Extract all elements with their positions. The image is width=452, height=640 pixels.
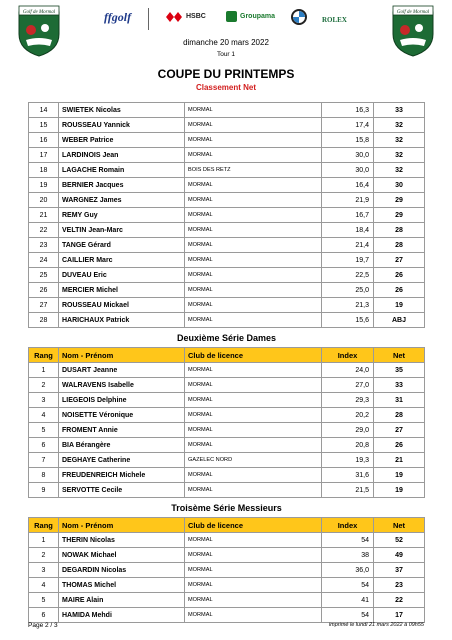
cell-club: MORMAL [185,578,322,593]
cell-club: MORMAL [185,133,322,148]
table-row [29,223,425,238]
cell-index: 29,3 [322,393,374,408]
cell-rang: 14 [29,103,59,118]
table-row [29,393,425,408]
column-header-club: Club de licence [185,518,322,533]
cell-club: MORMAL [185,533,322,548]
cell-club: MORMAL [185,283,322,298]
cell-name: BERNIER Jacques [59,178,185,193]
cell-net: 28 [374,223,425,238]
cell-index: 27,0 [322,378,374,393]
cell-index: 54 [322,533,374,548]
cell-rang: 2 [29,378,59,393]
cell-index: 36,0 [322,563,374,578]
cell-name: LAGACHE Romain [59,163,185,178]
cell-net: 37 [374,563,425,578]
cell-rang: 3 [29,563,59,578]
cell-rang: 15 [29,118,59,133]
cell-club: BOIS DES RETZ [185,163,322,178]
cell-name: FREUDENREICH Michele [59,468,185,483]
table-row [29,298,425,313]
table-row [29,423,425,438]
cell-rang: 5 [29,423,59,438]
cell-index: 54 [322,578,374,593]
golf-club-crest-left [16,4,62,58]
cell-rang: 1 [29,533,59,548]
column-header-index: Index [322,518,374,533]
cell-index: 21,4 [322,238,374,253]
cell-index: 21,3 [322,298,374,313]
cell-club: MORMAL [185,423,322,438]
cell-name: SERVOTTE Cecile [59,483,185,498]
table-row [29,533,425,548]
cell-index: 17,4 [322,118,374,133]
crest-text: Golf de Mormal [396,10,430,15]
hsbc-hexagon-icon [166,12,182,22]
cell-name: ROUSSEAU Yannick [59,118,185,133]
cell-net: 22 [374,593,425,608]
cell-net: 35 [374,363,425,378]
sponsor-logos [104,10,364,28]
table-row [29,163,425,178]
cell-net: 28 [374,238,425,253]
cell-name: MERCIER Michel [59,283,185,298]
cell-club: MORMAL [185,193,322,208]
cell-rang: 19 [29,178,59,193]
cell-name: NOWAK Michael [59,548,185,563]
table-row [29,363,425,378]
cell-club: MORMAL [185,313,322,328]
cell-rang: 1 [29,363,59,378]
ffgolf-logo: ffgolf [104,10,132,24]
cell-index: 24,0 [322,363,374,378]
cell-net: 27 [374,423,425,438]
results-table [28,102,425,623]
cell-net: 33 [374,378,425,393]
cell-rang: 7 [29,453,59,468]
cell-club: MORMAL [185,178,322,193]
cell-net: 30 [374,178,425,193]
cell-club: MORMAL [185,483,322,498]
page-header [0,0,452,100]
rolex-logo: ROLEX [322,16,347,24]
cell-net: 32 [374,133,425,148]
cell-name: VELTIN Jean-Marc [59,223,185,238]
sponsor-divider [148,8,149,30]
table-row [29,378,425,393]
cell-rang: 4 [29,578,59,593]
column-header-rang: Rang [29,518,59,533]
bmw-logo [291,9,307,25]
cell-name: THOMAS Michel [59,578,185,593]
table-row [29,608,425,623]
cell-rang: 26 [29,283,59,298]
column-header-name: Nom - Prénom [59,348,185,363]
cell-name: WARGNEZ James [59,193,185,208]
cell-name: DEGARDIN Nicolas [59,563,185,578]
cell-rang: 23 [29,238,59,253]
cell-index: 19,3 [322,453,374,468]
cell-net: 19 [374,468,425,483]
cell-name: THERIN Nicolas [59,533,185,548]
cell-net: 33 [374,103,425,118]
cell-index: 21,5 [322,483,374,498]
cell-index: 29,0 [322,423,374,438]
cell-index: 15,8 [322,133,374,148]
cell-rang: 6 [29,608,59,623]
cell-net: 17 [374,608,425,623]
table-row [29,313,425,328]
bmw-roundel-icon [293,11,305,23]
cell-name: FROMENT Annie [59,423,185,438]
column-header-index: Index [322,348,374,363]
cell-club: MORMAL [185,103,322,118]
cell-net: 27 [374,253,425,268]
cell-index: 21,9 [322,193,374,208]
cell-rang: 21 [29,208,59,223]
cell-net: 21 [374,453,425,468]
table-row [29,103,425,118]
table-row [29,268,425,283]
cell-name: HARICHAUX Patrick [59,313,185,328]
golf-club-crest-right [390,4,436,58]
section-title: Deuxième Série Dames [29,328,425,348]
column-header-net: Net [374,348,425,363]
cell-club: MORMAL [185,208,322,223]
cell-name: TANGE Gérard [59,238,185,253]
cell-net: 32 [374,118,425,133]
table-row [29,438,425,453]
cell-index: 16,4 [322,178,374,193]
cell-rang: 2 [29,548,59,563]
cell-club: GAZELEC NORD [185,453,322,468]
section-title: Troisème Série Messieurs [29,498,425,518]
column-header-net: Net [374,518,425,533]
cell-name: MAIRE Alain [59,593,185,608]
table-row [29,133,425,148]
cell-rang: 9 [29,483,59,498]
cell-net: 26 [374,283,425,298]
cell-rang: 20 [29,193,59,208]
column-header-name: Nom - Prénom [59,518,185,533]
cell-index: 31,6 [322,468,374,483]
table-row [29,148,425,163]
cell-net: 26 [374,438,425,453]
cell-index: 20,2 [322,408,374,423]
cell-rang: 16 [29,133,59,148]
page-number: Page 2 / 3 [28,622,58,629]
cell-rang: 27 [29,298,59,313]
cell-rang: 22 [29,223,59,238]
table-row [29,208,425,223]
table-row [29,193,425,208]
cell-club: MORMAL [185,408,322,423]
cell-club: MORMAL [185,393,322,408]
cell-index: 20,8 [322,438,374,453]
cell-rang: 28 [29,313,59,328]
table-row [29,593,425,608]
cell-club: MORMAL [185,238,322,253]
groupama-logo-text: Groupama [240,13,276,20]
cell-club: MORMAL [185,608,322,623]
cell-rang: 8 [29,468,59,483]
cell-name: DEGHAYE Catherine [59,453,185,468]
cell-name: WEBER Patrice [59,133,185,148]
cell-club: MORMAL [185,548,322,563]
cell-club: MORMAL [185,378,322,393]
cell-net: 23 [374,578,425,593]
section-title-row [29,498,425,518]
cell-rang: 18 [29,163,59,178]
column-header-row [29,348,425,363]
table-row [29,118,425,133]
cell-index: 41 [322,593,374,608]
cell-index: 15,6 [322,313,374,328]
cell-club: MORMAL [185,298,322,313]
table-row [29,178,425,193]
print-timestamp: imprimé le lundi 21 mars 2022 à 09h55 [328,622,424,628]
cell-rang: 3 [29,393,59,408]
cell-rang: 17 [29,148,59,163]
table-row [29,238,425,253]
table-row [29,408,425,423]
table-row [29,483,425,498]
cell-net: 52 [374,533,425,548]
table-row [29,468,425,483]
cell-net: 19 [374,483,425,498]
cell-club: MORMAL [185,363,322,378]
section-title-row [29,328,425,348]
cell-index: 54 [322,608,374,623]
cell-name: LIEGEOIS Delphine [59,393,185,408]
event-date: dimanche 20 mars 2022 [183,38,269,47]
cell-rang: 5 [29,593,59,608]
cell-net: 49 [374,548,425,563]
table-row [29,563,425,578]
column-header-row [29,518,425,533]
cell-club: MORMAL [185,563,322,578]
cell-net: 28 [374,408,425,423]
column-header-rang: Rang [29,348,59,363]
cell-name: DUVEAU Eric [59,268,185,283]
cell-name: NOISETTE Véronique [59,408,185,423]
table-row [29,548,425,563]
cell-net: 32 [374,148,425,163]
cell-index: 19,7 [322,253,374,268]
hsbc-logo-text: HSBC [186,13,206,20]
cell-club: MORMAL [185,468,322,483]
cell-index: 18,4 [322,223,374,238]
cell-name: CAILLIER Marc [59,253,185,268]
column-header-club: Club de licence [185,348,322,363]
cell-net: 31 [374,393,425,408]
cell-name: ROUSSEAU Mickael [59,298,185,313]
cell-net: 29 [374,193,425,208]
cell-rang: 24 [29,253,59,268]
cell-name: WALRAVENS Isabelle [59,378,185,393]
cell-index: 16,3 [322,103,374,118]
groupama-square-icon [226,11,237,22]
cell-name: DUSART Jeanne [59,363,185,378]
cell-net: 29 [374,208,425,223]
cell-net: 32 [374,163,425,178]
cell-club: MORMAL [185,253,322,268]
table-row [29,578,425,593]
cell-name: SWIETEK Nicolas [59,103,185,118]
table-row [29,453,425,468]
page-title: COUPE DU PRINTEMPS [157,67,295,81]
cell-index: 16,7 [322,208,374,223]
cell-club: MORMAL [185,223,322,238]
cell-club: MORMAL [185,438,322,453]
cell-club: MORMAL [185,118,322,133]
cell-net: 19 [374,298,425,313]
page-subtitle: Classement Net [195,83,257,92]
cell-rang: 6 [29,438,59,453]
tour-label: Tour 1 [216,51,236,58]
crest-text: Golf de Mormal [22,10,56,15]
cell-name: HAMIDA Mehdi [59,608,185,623]
cell-rang: 4 [29,408,59,423]
cell-index: 30,0 [322,163,374,178]
cell-name: BIA Bérangère [59,438,185,453]
cell-name: LARDINOIS Jean [59,148,185,163]
groupama-logo [226,10,275,24]
cell-index: 30,0 [322,148,374,163]
cell-index: 25,0 [322,283,374,298]
table-row [29,253,425,268]
cell-index: 22,5 [322,268,374,283]
cell-club: MORMAL [185,148,322,163]
cell-club: MORMAL [185,593,322,608]
table-row [29,283,425,298]
cell-rang: 25 [29,268,59,283]
cell-index: 38 [322,548,374,563]
hsbc-logo [166,10,206,24]
cell-net: 26 [374,268,425,283]
cell-club: MORMAL [185,268,322,283]
cell-name: REMY Guy [59,208,185,223]
cell-net: ABJ [374,313,425,328]
